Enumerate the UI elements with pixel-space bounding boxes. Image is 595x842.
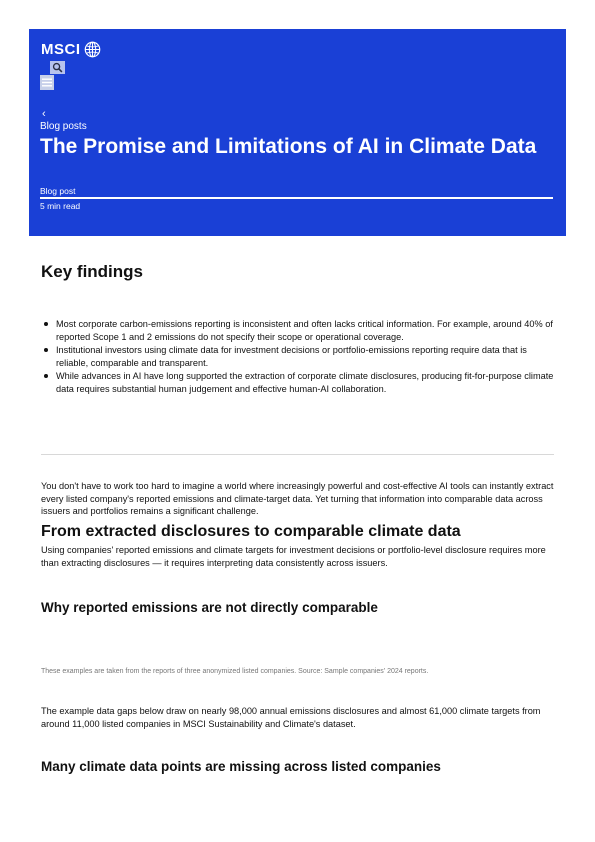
finding-text: Most corporate carbon-emissions reporting is inconsistent and often lacks critical information. For example, around 40% of reported Scope 1 and 2 emissions do not specify their scope or operational coverage. xyxy=(56,319,553,342)
intro-paragraph: You don't have to work too hard to imagine a world where increasingly powerful and cost-effective AI tools can instantly extract every listed company's reported emissions and climate-target data. Yet turning that information into comparable data across issuers and portfolios remains a significant challenge. xyxy=(41,481,554,516)
logo-text: MSCI xyxy=(41,41,81,58)
list-item xyxy=(41,344,556,369)
post-type-label: Blog post xyxy=(40,186,76,196)
finding-text: While advances in AI have long supported the extraction of corporate climate disclosures, producing fit-for-purpose climate data requires substantial human judgement and effective human-AI collaboration. xyxy=(56,371,554,394)
hero-banner xyxy=(29,29,566,236)
msci-logo[interactable] xyxy=(41,41,101,58)
key-findings-list xyxy=(41,318,556,396)
bullet-icon xyxy=(44,348,48,352)
read-time-label: 5 min read xyxy=(40,201,81,211)
source-note: These examples are taken from the reports of three anonymized listed companies. Source: Sample companies' 2024 reports. xyxy=(41,668,429,675)
data-gaps-paragraph: The example data gaps below draw on nearly 98,000 annual emissions disclosures and almost 61,000 climate targets from around 11,000 listed companies in MSCI Sustainability and Climate's dataset. xyxy=(41,706,541,729)
search-button[interactable] xyxy=(50,61,65,74)
finding-text: Institutional investors using climate data for investment decisions or portfolio-emissions reporting require data that is reliable, comparable and transparent. xyxy=(56,345,527,368)
extract-section-heading: From extracted disclosures to comparable climate data xyxy=(41,523,461,540)
chevron-left-icon: ‹ xyxy=(42,108,46,120)
hamburger-menu-icon xyxy=(42,78,52,87)
bullet-icon xyxy=(44,374,48,378)
list-item xyxy=(41,370,556,395)
missing-data-heading: Many climate data points are missing across listed companies xyxy=(41,759,441,774)
back-button[interactable] xyxy=(42,109,46,120)
globe-icon xyxy=(84,41,101,58)
page-title: The Promise and Limitations of AI in Climate Data xyxy=(40,135,537,158)
key-findings-heading: Key findings xyxy=(41,262,144,281)
list-item xyxy=(41,318,556,343)
search-icon xyxy=(52,62,63,73)
menu-button[interactable] xyxy=(40,75,54,90)
breadcrumb-blog-posts[interactable]: Blog posts xyxy=(40,121,87,132)
bullet-icon xyxy=(44,322,48,326)
meta-divider xyxy=(40,197,553,199)
why-section-heading: Why reported emissions are not directly comparable xyxy=(41,600,378,615)
extract-section-paragraph: Using companies' reported emissions and climate targets for investment decisions or portfolio-level disclosure requires more than extracting disclosures — it requires interpreting data consistently across issuers. xyxy=(41,545,546,568)
section-divider xyxy=(41,454,554,455)
